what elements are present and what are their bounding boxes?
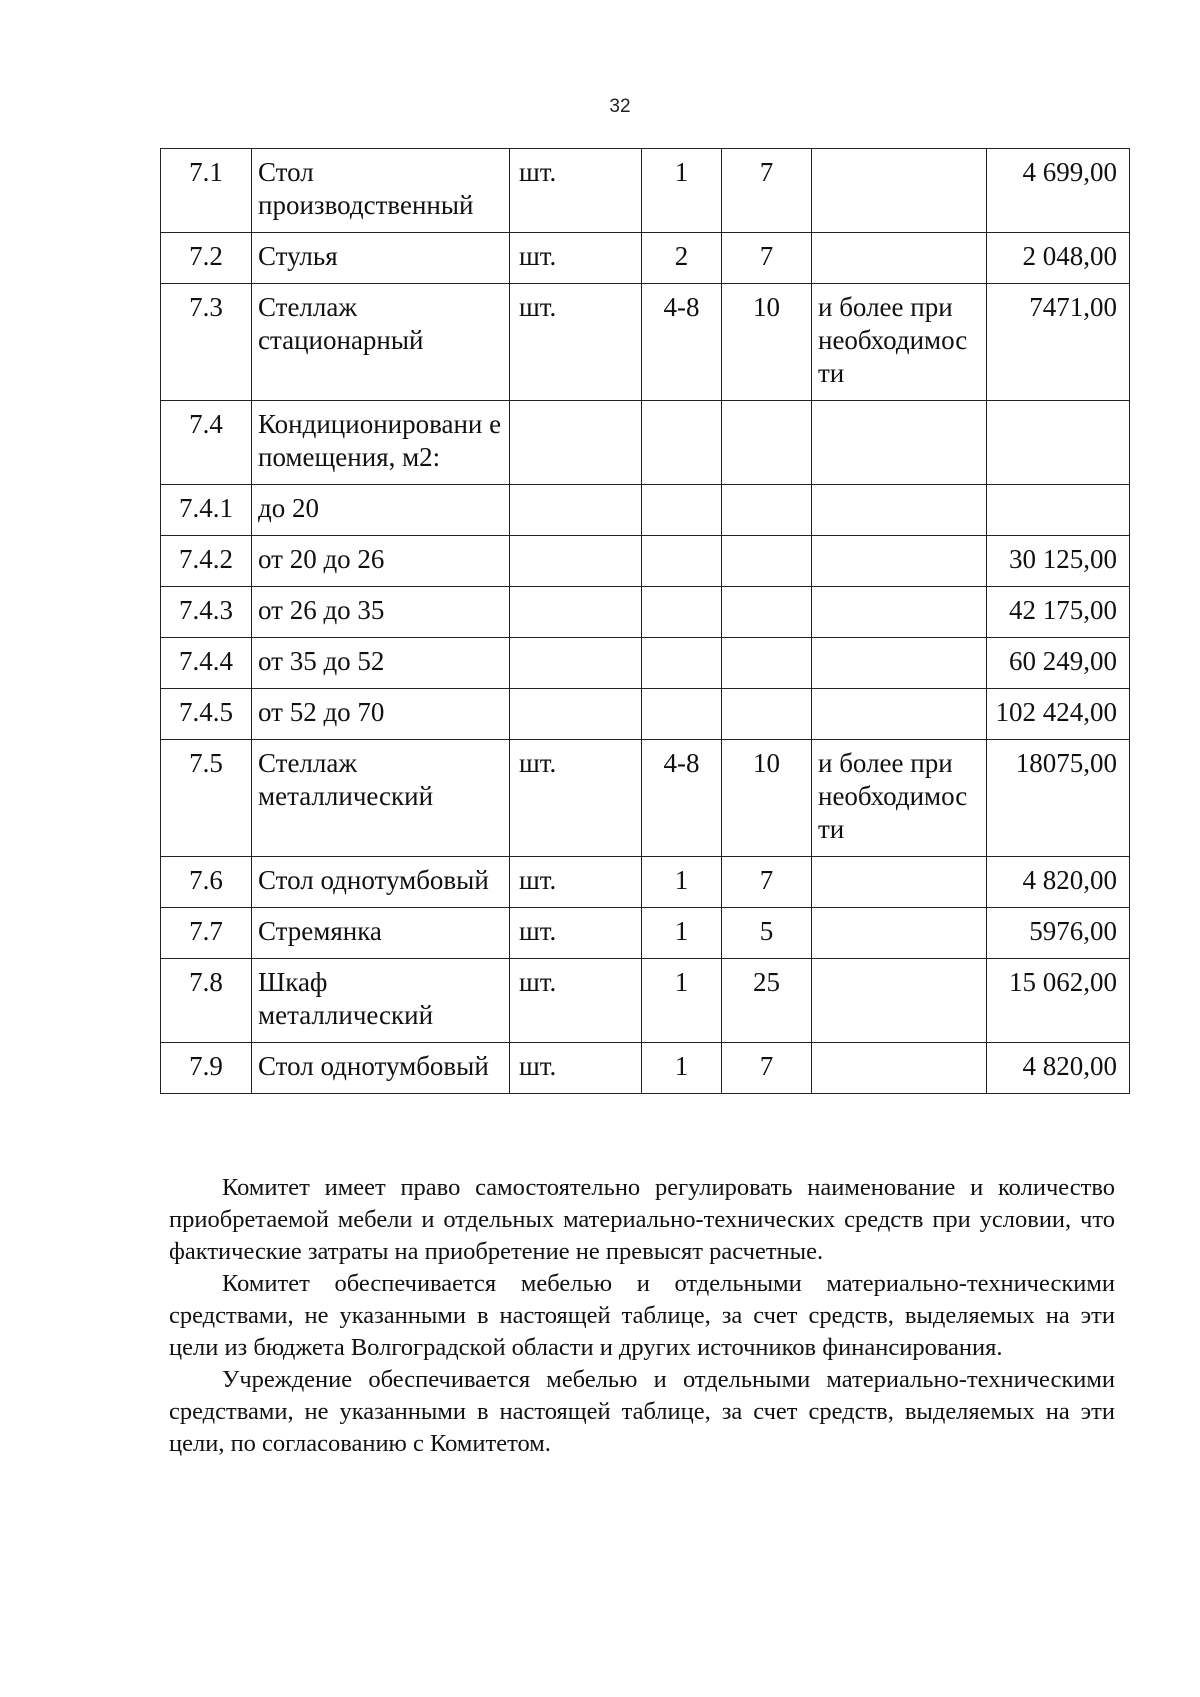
service-life-cell [722, 485, 812, 536]
quantity-cell [642, 689, 722, 740]
price-cell [987, 485, 1130, 536]
quantity-cell: 4-8 [642, 740, 722, 857]
service-life-cell [722, 587, 812, 638]
service-life-cell: 10 [722, 284, 812, 401]
page-number: 32 [609, 96, 631, 117]
item-name: от 20 до 26 [252, 536, 510, 587]
paragraph-rights: Комитет имеет право самостоятельно регулировать наименование и количество приобретаемой мебели и отдельных материально-технических средств при условии, что фактические затраты на приобретение не превысят расчетные. [169, 1174, 1115, 1265]
item-name: Стол производственный [252, 149, 510, 233]
body-text [169, 1172, 1115, 1460]
unit-cell: шт. [510, 233, 642, 284]
row-number: 7.4 [161, 401, 252, 485]
item-name: Стол однотумбовый [252, 857, 510, 908]
price-cell: 102 424,00 [987, 689, 1130, 740]
note-cell [812, 638, 987, 689]
unit-cell: шт. [510, 1043, 642, 1094]
row-number: 7.4.2 [161, 536, 252, 587]
service-life-cell: 7 [722, 149, 812, 233]
price-cell: 4 820,00 [987, 1043, 1130, 1094]
row-number: 7.1 [161, 149, 252, 233]
item-name: Стеллаж металлический [252, 740, 510, 857]
note-cell [812, 689, 987, 740]
price-cell: 5976,00 [987, 908, 1130, 959]
table-row [161, 908, 1130, 959]
row-number: 7.4.1 [161, 485, 252, 536]
service-life-cell: 5 [722, 908, 812, 959]
price-cell: 15 062,00 [987, 959, 1130, 1043]
price-cell [987, 401, 1130, 485]
quantity-cell: 1 [642, 908, 722, 959]
quantity-cell: 2 [642, 233, 722, 284]
table-body [161, 149, 1130, 1094]
note-cell [812, 149, 987, 233]
item-name: Стулья [252, 233, 510, 284]
item-name: Стремянка [252, 908, 510, 959]
table-row [161, 536, 1130, 587]
note-cell [812, 857, 987, 908]
row-number: 7.5 [161, 740, 252, 857]
row-number: 7.4.5 [161, 689, 252, 740]
quantity-cell: 4-8 [642, 284, 722, 401]
quantity-cell: 1 [642, 959, 722, 1043]
row-number: 7.3 [161, 284, 252, 401]
service-life-cell: 7 [722, 1043, 812, 1094]
row-number: 7.6 [161, 857, 252, 908]
item-name: Шкаф металлический [252, 959, 510, 1043]
note-cell [812, 485, 987, 536]
service-life-cell: 7 [722, 233, 812, 284]
unit-cell: шт. [510, 740, 642, 857]
table-row [161, 587, 1130, 638]
unit-cell [510, 587, 642, 638]
furniture-table [160, 148, 1130, 1094]
unit-cell: шт. [510, 857, 642, 908]
quantity-cell [642, 638, 722, 689]
price-cell: 30 125,00 [987, 536, 1130, 587]
unit-cell [510, 485, 642, 536]
item-name: Кондиционировани е помещения, м2: [252, 401, 510, 485]
price-cell: 18075,00 [987, 740, 1130, 857]
price-cell: 2 048,00 [987, 233, 1130, 284]
item-name: от 35 до 52 [252, 638, 510, 689]
unit-cell: шт. [510, 149, 642, 233]
price-cell: 42 175,00 [987, 587, 1130, 638]
note-cell [812, 536, 987, 587]
table-row [161, 284, 1130, 401]
unit-cell [510, 638, 642, 689]
item-name: до 20 [252, 485, 510, 536]
note-cell [812, 233, 987, 284]
quantity-cell [642, 536, 722, 587]
unit-cell [510, 689, 642, 740]
table-row [161, 149, 1130, 233]
quantity-cell [642, 485, 722, 536]
row-number: 7.4.4 [161, 638, 252, 689]
item-name: Стеллаж стационарный [252, 284, 510, 401]
unit-cell [510, 401, 642, 485]
note-cell [812, 587, 987, 638]
row-number: 7.4.3 [161, 587, 252, 638]
price-cell: 4 820,00 [987, 857, 1130, 908]
price-cell: 7471,00 [987, 284, 1130, 401]
note-cell: и более при необходимос ти [812, 284, 987, 401]
quantity-cell: 1 [642, 1043, 722, 1094]
quantity-cell: 1 [642, 857, 722, 908]
service-life-cell [722, 689, 812, 740]
table-row [161, 638, 1130, 689]
table-row [161, 485, 1130, 536]
item-name: от 26 до 35 [252, 587, 510, 638]
row-number: 7.9 [161, 1043, 252, 1094]
note-cell [812, 401, 987, 485]
price-cell: 60 249,00 [987, 638, 1130, 689]
note-cell [812, 1043, 987, 1094]
paragraph-committee-supply: Комитет обеспечивается мебелью и отдельными материально-техническими средствами, не указанными в настоящей таблице, за счет средств, выделяемых на эти цели из бюджета Волгоградской области и других источников финансирования. [169, 1270, 1115, 1361]
note-cell: и более при необходимос ти [812, 740, 987, 857]
unit-cell: шт. [510, 908, 642, 959]
price-cell: 4 699,00 [987, 149, 1130, 233]
row-number: 7.2 [161, 233, 252, 284]
note-cell [812, 908, 987, 959]
note-cell [812, 959, 987, 1043]
table-row [161, 689, 1130, 740]
table-row [161, 740, 1130, 857]
row-number: 7.7 [161, 908, 252, 959]
item-name: от 52 до 70 [252, 689, 510, 740]
table-row [161, 959, 1130, 1043]
table-row [161, 1043, 1130, 1094]
paragraph-institution-supply: Учреждение обеспечивается мебелью и отдельными материально-техническими средствами, не указанными в настоящей таблице, за счет средств, выделяемых на эти цели, по согласованию с Комитетом. [169, 1366, 1115, 1457]
quantity-cell [642, 587, 722, 638]
service-life-cell: 10 [722, 740, 812, 857]
row-number: 7.8 [161, 959, 252, 1043]
unit-cell: шт. [510, 284, 642, 401]
service-life-cell: 25 [722, 959, 812, 1043]
service-life-cell [722, 536, 812, 587]
unit-cell [510, 536, 642, 587]
table-row [161, 233, 1130, 284]
item-name: Стол однотумбовый [252, 1043, 510, 1094]
quantity-cell: 1 [642, 149, 722, 233]
service-life-cell [722, 401, 812, 485]
quantity-cell [642, 401, 722, 485]
unit-cell: шт. [510, 959, 642, 1043]
table-row [161, 857, 1130, 908]
table-row [161, 401, 1130, 485]
service-life-cell [722, 638, 812, 689]
service-life-cell: 7 [722, 857, 812, 908]
